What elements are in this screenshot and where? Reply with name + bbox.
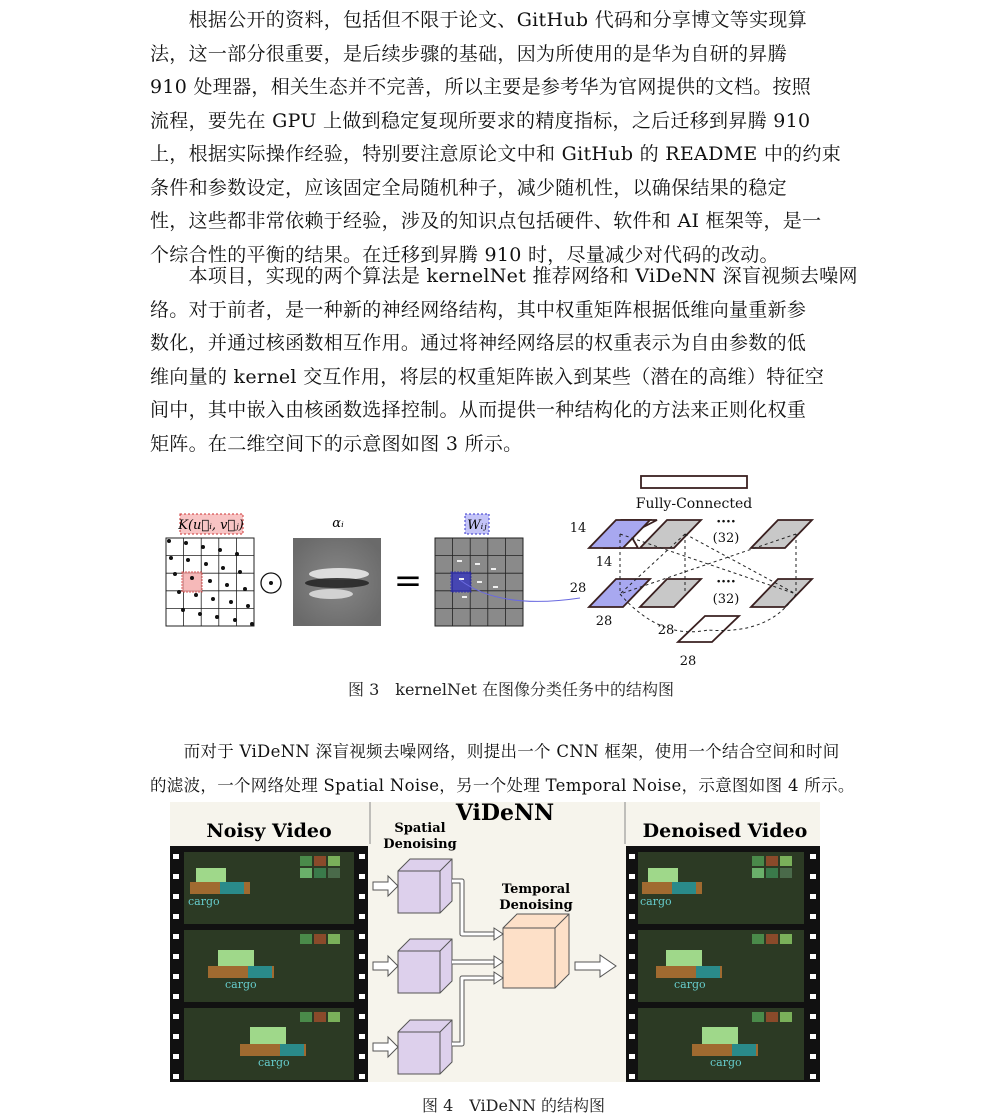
spatial-cubes bbox=[398, 859, 452, 1074]
kernel-label: K(u⃗ᵢ, v⃗ⱼ) bbox=[178, 518, 244, 533]
equals-operator: = bbox=[393, 561, 423, 601]
svg-text:····: ···· bbox=[716, 574, 736, 590]
text-line: 910 处理器，相关生态并不完善，所以主要是参考华为官网提供的文档。按照 bbox=[150, 76, 812, 98]
noisy-video-label: Noisy Video bbox=[206, 820, 332, 842]
text-line: 根据公开的资料，包括但不限于论文、GitHub 代码和分享博文等实现算 bbox=[150, 9, 807, 31]
text-line: 个综合性的平衡的结果。在迁移到昇腾 910 时，尽量减少对代码的改动。 bbox=[150, 243, 779, 266]
alpha-label: αᵢ bbox=[332, 516, 344, 531]
weight-grid bbox=[435, 538, 523, 626]
svg-text:····: ···· bbox=[716, 514, 736, 530]
dim-top-side: 14 bbox=[569, 521, 587, 536]
text-line: 上，根据实际操作经验，特别要注意原论文中和 GitHub 的 README 中的约束 bbox=[150, 143, 842, 165]
channels-top: (32) bbox=[712, 531, 740, 546]
denoised-film-strip bbox=[626, 846, 820, 1082]
videnn-diagram bbox=[170, 802, 820, 1082]
figure-3-caption: 图 3 kernelNet 在图像分类任务中的结构图 bbox=[348, 680, 674, 699]
text-line: 法，这一部分很重要，是后续步骤的基础，因为所使用的是华为自研的昇腾 bbox=[150, 42, 787, 65]
dim-mid-bottom: 28 bbox=[595, 614, 613, 629]
kernelnet-diagram bbox=[160, 470, 840, 675]
text-line: 络。对于前者，是一种新的神经网络结构，其中权重矩阵根据低维向量重新参 bbox=[150, 298, 807, 321]
alpha-image bbox=[293, 538, 381, 626]
kernel-grid bbox=[166, 538, 254, 626]
figure-4-videnn bbox=[170, 802, 820, 1082]
fully-connected-label: Fully-Connected bbox=[635, 496, 753, 512]
paragraph-3 bbox=[150, 735, 855, 802]
spatial-label-2: Denoising bbox=[383, 837, 457, 852]
text-line: 的滤波，一个网络处理 Spatial Noise，另一个处理 Temporal Noise，示意图如图 4 所示。 bbox=[150, 775, 855, 795]
output-arrow bbox=[575, 955, 616, 977]
temporal-cube bbox=[503, 914, 569, 988]
text-line: 数化，并通过核函数相互作用。通过将神经网络层的权重表示为自由参数的低 bbox=[150, 332, 807, 354]
network-planes bbox=[589, 476, 812, 642]
text-line: 间中，其中嵌入由核函数选择控制。从而提供一种结构化的方法来正则化权重 bbox=[150, 399, 807, 421]
text-line: 条件和参数设定，应该固定全局随机种子，减少随机性，以确保结果的稳定 bbox=[150, 176, 787, 199]
dim-bottom-bottom: 28 bbox=[679, 654, 697, 669]
text-line: 本项目，实现的两个算法是 kernelNet 推荐网络和 ViDeNN 深盲视频去噪网 bbox=[150, 265, 858, 287]
svg-text:cargo: cargo bbox=[674, 978, 706, 991]
text-line: 而对于 ViDeNN 深盲视频去噪网络，则提出一个 CNN 框架，使用一个结合空间和时间 bbox=[150, 742, 840, 761]
dim-bottom-side: 28 bbox=[657, 623, 675, 638]
spatial-label-1: Spatial bbox=[394, 821, 446, 836]
figure-3-kernelnet bbox=[160, 470, 840, 675]
svg-text:cargo: cargo bbox=[710, 1056, 742, 1069]
text-line: 矩阵。在二维空间下的示意图如图 3 所示。 bbox=[150, 432, 523, 455]
frame-text: cargo bbox=[188, 895, 220, 908]
svg-text:cargo: cargo bbox=[640, 895, 672, 908]
weight-label: Wᵢⱼ bbox=[467, 518, 487, 533]
paragraph-2 bbox=[150, 260, 858, 461]
videnn-title: ViDeNN bbox=[455, 802, 555, 826]
temporal-label-1: Temporal bbox=[501, 882, 571, 897]
temporal-label-2: Denoising bbox=[499, 898, 573, 913]
denoised-video-label: Denoised Video bbox=[642, 820, 808, 842]
text-line: 性，这些都非常依赖于经验，涉及的知识点包括硬件、软件和 AI 框架等，是一 bbox=[150, 210, 822, 232]
svg-text:cargo: cargo bbox=[258, 1056, 290, 1069]
noisy-film-strip bbox=[170, 846, 368, 1082]
input-arrows bbox=[373, 876, 398, 1057]
svg-text:cargo: cargo bbox=[225, 978, 257, 991]
text-line: 流程，要先在 GPU 上做到稳定复现所要求的精度指标，之后迁移到昇腾 910 bbox=[150, 109, 811, 132]
figure-4-caption: 图 4 ViDeNN 的结构图 bbox=[422, 1096, 606, 1115]
text-line: 维向量的 kernel 交互作用，将层的权重矩阵嵌入到某些（潜在的高维）特征空 bbox=[150, 365, 825, 388]
dim-mid-side: 28 bbox=[569, 581, 587, 596]
paragraph-1 bbox=[150, 4, 840, 272]
channels-mid: (32) bbox=[712, 592, 740, 607]
dim-top-bottom: 14 bbox=[595, 555, 613, 570]
